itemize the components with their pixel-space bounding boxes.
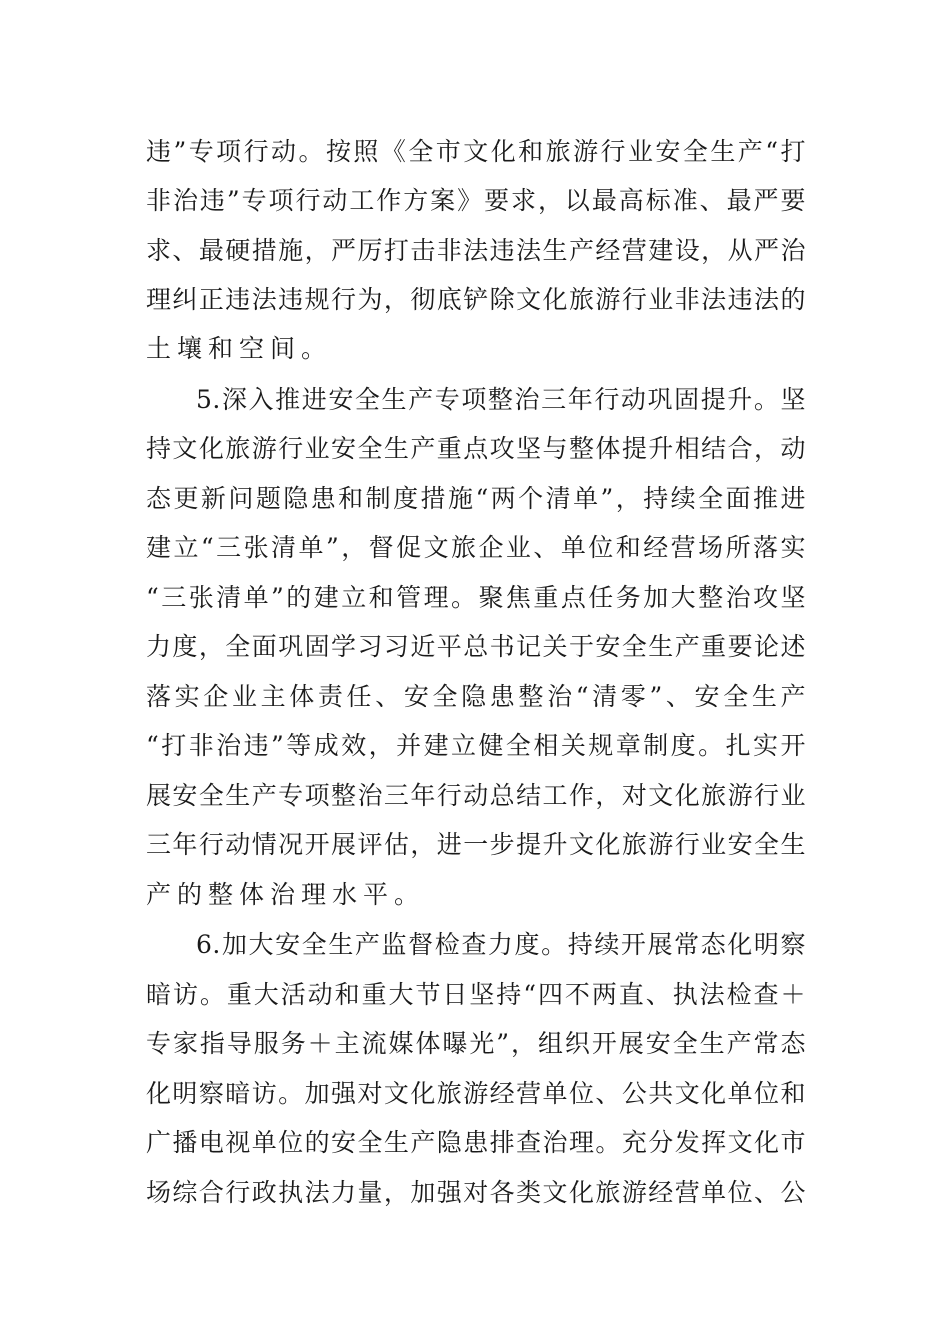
text-line: 建立“三张清单”，督促文旅企业、单位和经营场所落实 bbox=[146, 533, 806, 562]
text-line: 落实企业主体责任、安全隐患整治“清零”、安全生产 bbox=[146, 682, 806, 711]
paragraph-heading-5: 5.深入推进安全生产专项整治三年行动巩固提升。坚 bbox=[196, 385, 806, 414]
text-line: 持文化旅游行业安全生产重点攻坚与整体提升相结合，动 bbox=[146, 434, 806, 463]
text-line: 化明察暗访。加强对文化旅游经营单位、公共文化单位和 bbox=[146, 1079, 806, 1108]
text-line: 土壤和空间。 bbox=[146, 334, 333, 363]
text-line: 违”专项行动。按照《全市文化和旅游行业安全生产“打 bbox=[146, 137, 806, 166]
text-line: 暗访。重大活动和重大节日坚持“四不两直、执法检查＋ bbox=[146, 980, 806, 1009]
text-line: 三年行动情况开展评估，进一步提升文化旅游行业安全生 bbox=[146, 830, 806, 859]
text-line: 求、最硬措施，严厉打击非法违法生产经营建设，从严治 bbox=[146, 236, 806, 265]
text-line: “打非治违”等成效，并建立健全相关规章制度。扎实开 bbox=[146, 731, 806, 760]
text-line: 展安全生产专项整治三年行动总结工作，对文化旅游行业 bbox=[146, 781, 806, 810]
text-line: 专家指导服务＋主流媒体曝光”，组织开展安全生产常态 bbox=[146, 1029, 806, 1058]
text-line: “三张清单”的建立和管理。聚焦重点任务加大整治攻坚 bbox=[146, 583, 806, 612]
text-line: 力度，全面巩固学习习近平总书记关于安全生产重要论述 bbox=[146, 632, 806, 661]
text-line: 产的整体治理水平。 bbox=[146, 880, 426, 909]
text-line: 态更新问题隐患和制度措施“两个清单”，持续全面推进 bbox=[146, 484, 806, 513]
text-line: 理纠正违法违规行为，彻底铲除文化旅游行业非法违法的 bbox=[146, 285, 806, 314]
text-line: 场综合行政执法力量，加强对各类文化旅游经营单位、公 bbox=[146, 1178, 806, 1207]
text-line: 广播电视单位的安全生产隐患排查治理。充分发挥文化市 bbox=[146, 1128, 806, 1157]
text-line: 非治违”专项行动工作方案》要求，以最高标准、最严要 bbox=[146, 186, 806, 215]
paragraph-heading-6: 6.加大安全生产监督检查力度。持续开展常态化明察 bbox=[196, 930, 806, 959]
